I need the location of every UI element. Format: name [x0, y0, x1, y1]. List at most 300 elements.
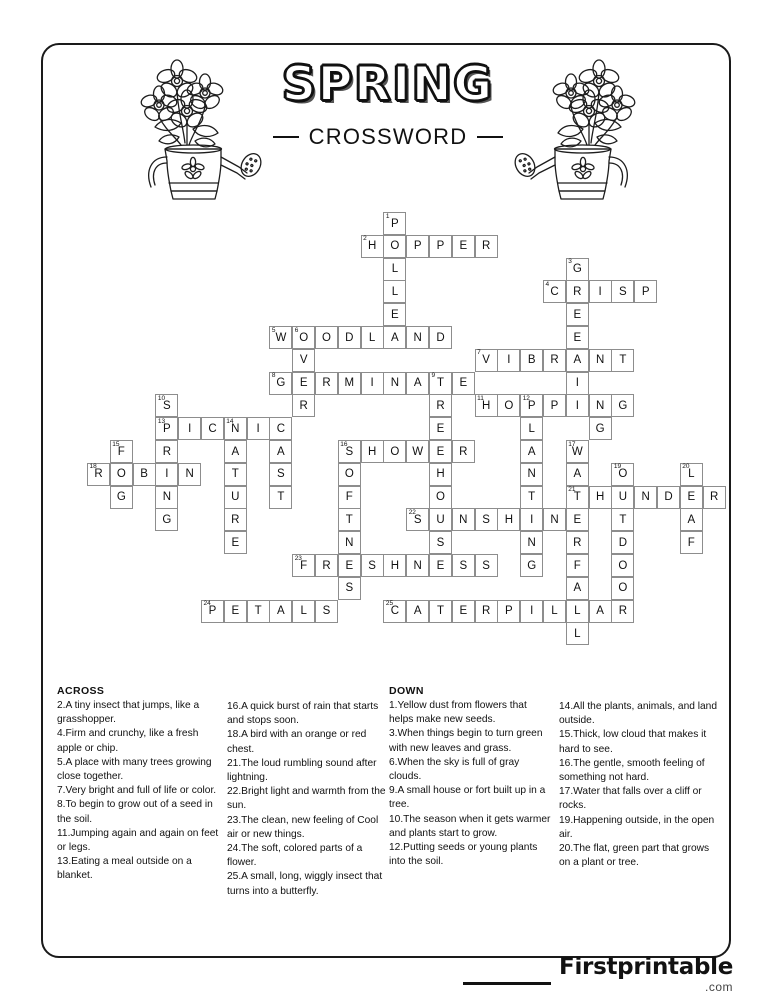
cell-letter: R [550, 354, 559, 367]
cell-number: 22 [408, 508, 416, 516]
clue-text: The clean, new feeling of Cool air or new things. [227, 814, 379, 840]
down-clue [389, 699, 551, 727]
clue-number: 22. [227, 786, 242, 798]
across-clue [227, 842, 389, 870]
cell-letter: E [436, 559, 445, 572]
crossword-cell[interactable] [543, 394, 566, 417]
cell-number: 15 [112, 440, 120, 448]
cell-letter: G [116, 491, 126, 504]
crossword-cell[interactable] [429, 554, 452, 577]
crossword-cell[interactable] [292, 394, 315, 417]
cell-letter: P [550, 399, 559, 412]
crossword-cell[interactable] [566, 326, 589, 349]
clue-number: 4. [57, 728, 66, 740]
cell-letter: U [436, 513, 445, 526]
down-column-2 [559, 685, 721, 899]
clue-number: 16. [227, 701, 242, 712]
down-clue [559, 728, 721, 756]
cell-letter: R [573, 536, 582, 549]
crossword-cell[interactable] [429, 326, 452, 349]
crossword-cell[interactable] [406, 440, 429, 463]
crossword-cell[interactable] [315, 600, 338, 623]
crossword-cell[interactable] [611, 349, 634, 372]
crossword-cell[interactable] [452, 440, 475, 463]
cell-letter: D [618, 536, 628, 549]
cell-letter: R [436, 399, 445, 412]
cell-letter: O [504, 399, 514, 412]
down-clue [389, 727, 551, 755]
crossword-cell[interactable] [566, 577, 589, 600]
down-clue [559, 700, 721, 728]
crossword-cell[interactable] [566, 280, 589, 303]
crossword-cell[interactable] [155, 508, 178, 531]
clue-number: 21. [227, 757, 242, 769]
cell-letter: W [275, 331, 287, 344]
cell-letter: R [459, 445, 468, 458]
cell-letter: G [572, 263, 582, 276]
clue-text: The gentle, smooth feeling of something not hard. [559, 757, 705, 784]
crossword-cell[interactable] [383, 372, 406, 395]
crossword-cell[interactable] [361, 440, 384, 463]
down-clue [389, 841, 551, 869]
crossword-cell[interactable] [520, 463, 543, 486]
cell-letter: A [413, 377, 422, 390]
cell-letter: N [185, 468, 194, 481]
across-column-2-spacer [227, 685, 389, 700]
cell-letter: E [391, 308, 399, 321]
crossword-cell[interactable] [611, 577, 634, 600]
crossword-cell[interactable] [406, 554, 429, 577]
crossword-cell[interactable] [247, 600, 270, 623]
crossword-cell[interactable] [338, 326, 361, 349]
crossword-cell[interactable] [566, 531, 589, 554]
across-clue [227, 728, 389, 756]
crossword-cell[interactable] [178, 417, 201, 440]
crossword-cell[interactable] [383, 258, 406, 281]
clue-text: The soft, colored parts of a flower. [227, 843, 363, 869]
across-heading: ACROSS [57, 685, 105, 697]
cell-letter: W [571, 445, 583, 458]
cell-letter: H [504, 513, 514, 526]
crossword-cell[interactable] [429, 486, 452, 509]
cell-letter: O [299, 331, 309, 344]
crossword-cell[interactable] [566, 554, 589, 577]
crossword-cell[interactable] [269, 372, 292, 395]
crossword-cell[interactable] [429, 531, 452, 554]
cell-letter: E [231, 605, 240, 618]
cell-letter: P [505, 605, 513, 618]
crossword-cell[interactable] [315, 554, 338, 577]
cell-letter: C [208, 422, 217, 435]
cell-letter: A [277, 605, 285, 618]
across-half [57, 685, 389, 899]
cell-letter: P [208, 605, 217, 618]
cell-letter: U [231, 491, 240, 504]
crossword-cell[interactable] [224, 508, 247, 531]
crossword-cell[interactable] [497, 349, 520, 372]
crossword-cell[interactable] [292, 349, 315, 372]
crossword-cell[interactable] [155, 486, 178, 509]
clue-text: A tiny insect that jumps, like a grasshopper. [57, 700, 200, 726]
cell-letter: N [550, 513, 559, 526]
crossword-cell[interactable] [155, 394, 178, 417]
cell-number: 1 [385, 212, 390, 220]
crossword-cell[interactable] [452, 508, 475, 531]
crossword-cell[interactable] [611, 394, 634, 417]
brand-logo[interactable] [463, 956, 733, 994]
crossword-cell[interactable] [611, 554, 634, 577]
crossword-cell[interactable] [247, 417, 270, 440]
cell-letter: E [573, 513, 582, 526]
cell-letter: O [618, 559, 628, 572]
cell-letter: R [709, 491, 719, 504]
crossword-cell[interactable] [452, 554, 475, 577]
crossword-cell[interactable] [611, 508, 634, 531]
crossword-cell[interactable] [155, 417, 178, 440]
cell-number: 21 [568, 486, 576, 494]
crossword-cell[interactable] [406, 372, 429, 395]
cell-letter: P [527, 399, 536, 412]
crossword-cell[interactable] [269, 486, 292, 509]
crossword-cell[interactable] [520, 600, 543, 623]
cell-letter: R [299, 399, 308, 412]
crossword-cell[interactable] [566, 349, 589, 372]
cell-letter: E [459, 377, 468, 390]
down-clue [559, 842, 721, 870]
crossword-cell[interactable] [429, 463, 452, 486]
across-clue [57, 784, 219, 798]
clue-number: 13. [57, 856, 72, 868]
crossword-cell[interactable] [520, 486, 543, 509]
crossword-cell[interactable] [110, 486, 133, 509]
cell-number: 6 [294, 326, 299, 334]
cell-letter: S [482, 513, 490, 526]
crossword-cell[interactable] [338, 577, 361, 600]
cell-letter: I [165, 468, 169, 481]
crossword-cell[interactable] [87, 463, 110, 486]
cell-letter: O [116, 468, 126, 481]
clue-text: A small, long, wiggly insect that turns into a butterfly. [227, 871, 383, 897]
crossword-cell[interactable] [292, 554, 315, 577]
cell-letter: E [231, 536, 240, 549]
crossword-cell[interactable] [383, 235, 406, 258]
crossword-cell[interactable] [315, 326, 338, 349]
cell-letter: N [595, 399, 605, 412]
clues-section [57, 685, 729, 899]
crossword-cell[interactable] [110, 463, 133, 486]
clue-text: Firm and crunchy, like a fresh apple or chip. [57, 728, 199, 754]
cell-number: 11 [477, 394, 484, 402]
crossword-cell[interactable] [383, 554, 406, 577]
crossword-cell[interactable] [224, 463, 247, 486]
clue-text: Thick, low cloud that makes it hard to see. [559, 729, 707, 755]
cell-letter: N [345, 536, 354, 549]
crossword-cell[interactable] [680, 463, 703, 486]
crossword-cell[interactable] [566, 440, 589, 463]
crossword-cell[interactable] [452, 235, 475, 258]
crossword-cell[interactable] [497, 508, 520, 531]
crossword-cell[interactable] [497, 394, 520, 417]
crossword-cell[interactable] [406, 600, 429, 623]
cell-letter: L [574, 627, 581, 640]
crossword-cell[interactable] [361, 372, 384, 395]
crossword-cell[interactable] [611, 463, 634, 486]
crossword-cell[interactable] [611, 280, 634, 303]
crossword-cell[interactable] [383, 600, 406, 623]
crossword-cell[interactable] [269, 440, 292, 463]
crossword-cell[interactable] [224, 440, 247, 463]
crossword-cell[interactable] [680, 531, 703, 554]
crossword-cell[interactable] [703, 486, 726, 509]
crossword-cell[interactable] [475, 394, 498, 417]
crossword-cell[interactable] [634, 486, 657, 509]
crossword-cell[interactable] [543, 508, 566, 531]
cell-letter: W [412, 445, 424, 458]
crossword-cell[interactable] [589, 280, 612, 303]
cell-letter: O [618, 582, 628, 595]
crossword-cell[interactable] [406, 235, 429, 258]
rule-left [273, 136, 299, 138]
crossword-cell[interactable] [520, 554, 543, 577]
cell-letter: A [277, 445, 285, 458]
cell-letter: T [573, 491, 581, 504]
crossword-grid[interactable] [43, 207, 733, 647]
crossword-cell[interactable] [338, 440, 361, 463]
down-column-2-spacer [559, 685, 721, 700]
cell-letter: R [94, 468, 103, 481]
crossword-cell[interactable] [520, 417, 543, 440]
clue-text: A place with many trees growing close together. [57, 756, 212, 783]
cell-letter: A [573, 468, 582, 481]
crossword-cell[interactable] [224, 600, 247, 623]
crossword-cell[interactable] [429, 508, 452, 531]
crossword-cell[interactable] [611, 531, 634, 554]
clue-text: Water that falls over a cliff or rocks. [559, 786, 702, 812]
crossword-cell[interactable] [589, 417, 612, 440]
cell-letter: I [598, 285, 602, 298]
down-clue [389, 784, 551, 812]
crossword-cell[interactable] [543, 280, 566, 303]
cell-letter: A [596, 605, 604, 618]
crossword-cell[interactable] [361, 326, 384, 349]
cell-letter: N [162, 491, 172, 504]
cell-letter: S [436, 536, 445, 549]
crossword-cell[interactable] [269, 463, 292, 486]
cell-letter: T [254, 605, 262, 618]
crossword-cell[interactable] [406, 508, 429, 531]
crossword-cell[interactable] [269, 600, 292, 623]
cell-letter: N [413, 331, 422, 344]
cell-letter: E [436, 445, 445, 458]
crossword-cell[interactable] [338, 372, 361, 395]
crossword-cell[interactable] [475, 508, 498, 531]
crossword-cell[interactable] [566, 372, 589, 395]
crossword-cell[interactable] [475, 600, 498, 623]
clue-number: 23. [227, 814, 242, 826]
crossword-cell[interactable] [429, 372, 452, 395]
crossword-cell[interactable] [429, 394, 452, 417]
crossword-cell[interactable] [155, 463, 178, 486]
across-column-1 [57, 685, 219, 899]
crossword-cell[interactable] [383, 303, 406, 326]
crossword-cell[interactable] [543, 349, 566, 372]
crossword-cell[interactable] [634, 280, 657, 303]
crossword-cell[interactable] [475, 349, 498, 372]
crossword-cell[interactable] [201, 600, 224, 623]
crossword-cell[interactable] [566, 258, 589, 281]
crossword-cell[interactable] [133, 463, 156, 486]
crossword-cell[interactable] [338, 554, 361, 577]
clue-text: A small house or fort built up in a tree. [389, 785, 546, 811]
cell-letter: C [276, 422, 286, 435]
cell-letter: E [345, 559, 354, 572]
cell-letter: G [527, 559, 537, 572]
crossword-cell[interactable] [155, 440, 178, 463]
crossword-cell[interactable] [566, 622, 589, 645]
crossword-cell[interactable] [224, 486, 247, 509]
cell-letter: V [482, 354, 490, 367]
cell-letter: I [530, 513, 534, 526]
clue-number: 2. [57, 700, 66, 711]
cell-letter: C [390, 605, 400, 618]
crossword-cell[interactable] [429, 440, 452, 463]
clue-number: 9. [389, 785, 398, 797]
clues-columns [57, 685, 729, 899]
cell-number: 5 [271, 326, 276, 334]
crossword-cell[interactable] [520, 531, 543, 554]
brand-text-column [559, 956, 733, 994]
cell-letter: B [527, 354, 536, 367]
crossword-cell[interactable] [520, 440, 543, 463]
clue-text: Bright light and warmth from the sun. [227, 786, 386, 812]
crossword-cell[interactable] [383, 440, 406, 463]
down-clue [389, 813, 551, 841]
crossword-cell[interactable] [475, 235, 498, 258]
crossword-cell[interactable] [338, 508, 361, 531]
crossword-cell[interactable] [657, 486, 680, 509]
crossword-cell[interactable] [224, 417, 247, 440]
crossword-cell[interactable] [338, 463, 361, 486]
crossword-cell[interactable] [475, 554, 498, 577]
cell-letter: D [436, 331, 445, 344]
crossword-cell[interactable] [315, 372, 338, 395]
crossword-cell[interactable] [292, 372, 315, 395]
crossword-cell[interactable] [589, 394, 612, 417]
crossword-cell[interactable] [429, 235, 452, 258]
cell-letter: F [300, 559, 308, 572]
crossword-cell[interactable] [201, 417, 224, 440]
crossword-cell[interactable] [361, 554, 384, 577]
crossword-cell[interactable] [338, 486, 361, 509]
crossword-cell[interactable] [361, 235, 384, 258]
across-clue [57, 699, 219, 727]
crossword-cell[interactable] [292, 600, 315, 623]
crossword-cell[interactable] [680, 508, 703, 531]
cell-letter: C [550, 285, 559, 298]
cell-letter: N [595, 354, 605, 367]
crossword-cell[interactable] [611, 486, 634, 509]
crossword-cell[interactable] [589, 600, 612, 623]
cell-letter: A [231, 445, 240, 458]
crossword-cell[interactable] [566, 394, 589, 417]
crossword-cell[interactable] [566, 463, 589, 486]
page-header [43, 45, 733, 205]
crossword-cell[interactable] [383, 280, 406, 303]
down-half [389, 685, 721, 899]
crossword-cell[interactable] [566, 303, 589, 326]
crossword-cell[interactable] [566, 508, 589, 531]
clue-text: Putting seeds or young plants into the soil. [389, 842, 538, 868]
cell-letter: I [507, 354, 511, 367]
crossword-cell[interactable] [406, 326, 429, 349]
across-clue [57, 855, 219, 883]
crossword-cell[interactable] [497, 600, 520, 623]
across-clue [227, 785, 389, 813]
crossword-cell[interactable] [611, 600, 634, 623]
watering-can-flowers-left-icon [121, 53, 271, 213]
cell-letter: I [530, 605, 534, 618]
crossword-cell[interactable] [269, 417, 292, 440]
cell-letter: A [573, 582, 582, 595]
crossword-cell[interactable] [520, 508, 543, 531]
clue-number: 1. [389, 700, 398, 711]
crossword-cell[interactable] [110, 440, 133, 463]
cell-letter: P [163, 422, 171, 435]
crossword-cell[interactable] [292, 326, 315, 349]
across-column-2 [227, 685, 389, 899]
cell-number: 20 [682, 463, 690, 471]
cell-letter: A [687, 513, 696, 526]
crossword-cell[interactable] [520, 349, 543, 372]
crossword-cell[interactable] [566, 486, 589, 509]
cell-letter: L [551, 605, 558, 618]
crossword-cell[interactable] [224, 531, 247, 554]
cell-number: 3 [568, 258, 572, 266]
clue-number: 17. [559, 786, 574, 798]
crossword-cell[interactable] [178, 463, 201, 486]
cell-number: 4 [545, 280, 550, 288]
crossword-cell[interactable] [429, 417, 452, 440]
crossword-cell[interactable] [589, 349, 612, 372]
clue-number: 12. [389, 842, 404, 854]
clue-text: The flat, green part that grows on a plant or tree. [559, 843, 710, 869]
crossword-cell[interactable] [543, 600, 566, 623]
crossword-cell[interactable] [520, 394, 543, 417]
crossword-cell[interactable] [589, 486, 612, 509]
cell-letter: S [482, 559, 490, 572]
cell-letter: N [231, 422, 240, 435]
cell-letter: L [391, 263, 399, 276]
crossword-cell[interactable] [383, 326, 406, 349]
cell-number: 19 [613, 463, 622, 471]
cell-letter: N [641, 491, 650, 504]
clue-text: A quick burst of rain that starts and stops soon. [227, 701, 379, 727]
crossword-cell[interactable] [680, 486, 703, 509]
cell-letter: S [459, 559, 468, 572]
cell-letter: R [162, 445, 172, 458]
clue-text: Very bright and full of life or color. [65, 785, 217, 797]
crossword-cell[interactable] [566, 600, 589, 623]
crossword-cell[interactable] [383, 212, 406, 235]
cell-letter: T [277, 491, 285, 504]
crossword-cell[interactable] [452, 372, 475, 395]
crossword-cell[interactable] [452, 600, 475, 623]
down-column-1 [389, 685, 551, 899]
cell-letter: N [527, 468, 536, 481]
crossword-cell[interactable] [269, 326, 292, 349]
crossword-cell[interactable] [338, 531, 361, 554]
crossword-cell[interactable] [429, 600, 452, 623]
